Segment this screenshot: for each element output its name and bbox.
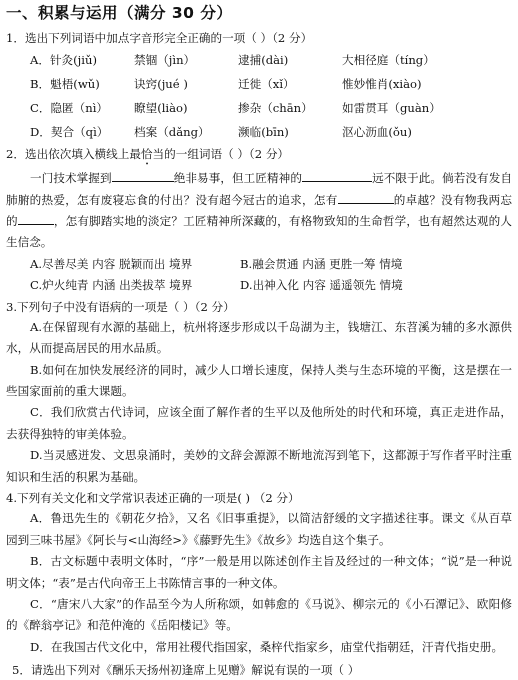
question-1-option-a bbox=[6, 48, 512, 72]
option-word: 如雷贯耳（guàn） bbox=[342, 101, 441, 116]
option-b: B.融会贯通 内涵 更胜一筹 情境 bbox=[240, 256, 403, 271]
option-text: 记》、欧阳修的《醉翁亭记》和范仲淹的《岳阳楼记》等。 bbox=[6, 596, 512, 633]
option-d: D.出神入化 内容 遥遥领先 情境 bbox=[240, 278, 403, 293]
passage-text: ，怎有脚踏实地的淡定？工匠精神所深藏的，有格物致知的生命哲 bbox=[53, 214, 395, 229]
question-5-stem: 5．请选出下列对《酬乐天扬州初逢席上见赠》解说有误的一项（ ） bbox=[12, 663, 360, 678]
fill-blank-4 bbox=[18, 212, 54, 225]
option-word: D．契合（qì） bbox=[30, 125, 109, 140]
option-text: 走进作品，去获得独特的审美体验。 bbox=[6, 405, 512, 441]
option-text: D.当灵感迸发、文思泉涌时，美妙的文辞会源源不断地流泻到笔下，这都源于写作 bbox=[30, 448, 454, 463]
option-text: B．古文标题中表明文体时，“序”一般是用以陈述创作主旨及经过的一种文体；“说” bbox=[30, 554, 465, 569]
question-4-option-a bbox=[6, 508, 512, 551]
question-1-option-c bbox=[6, 96, 512, 120]
option-word: 禁锢（jìn） bbox=[134, 53, 196, 68]
option-word: C．隐匿（nì） bbox=[30, 101, 109, 116]
question-3-option-c bbox=[6, 402, 512, 445]
question-2-passage bbox=[6, 168, 512, 254]
option-text: 者平时注重知识和生活的积累为基础。 bbox=[6, 448, 512, 484]
passage-text: 一门技术掌握到 bbox=[30, 171, 112, 186]
question-4-option-d bbox=[6, 637, 512, 658]
question-2 bbox=[6, 144, 512, 296]
question-3-option-d bbox=[6, 445, 512, 488]
option-word: 档案（dǎng） bbox=[134, 125, 210, 140]
option-text: A．鲁迅先生的《朝花夕拾》，又名《旧事重提》，以简洁舒缓的文字描述往事。课 bbox=[30, 511, 454, 526]
option-text: A.在保留现有水源的基础上，杭州将逐步形成以千岛湖为主，钱塘江、东苕溪为辅 bbox=[30, 319, 454, 334]
passage-text: 远不限于此。倘若没有发 bbox=[372, 171, 501, 186]
question-1 bbox=[6, 28, 512, 144]
option-word: 逮捕(dài) bbox=[238, 53, 289, 68]
option-word: 濒临(bīn) bbox=[238, 125, 289, 140]
question-3-option-a bbox=[6, 317, 512, 360]
passage-text: 学，也有超然达观的人生信念。 bbox=[6, 214, 512, 250]
stem-text: 当的一组词语（ ）（2 分） bbox=[152, 147, 290, 162]
question-2-options-row-2 bbox=[6, 275, 512, 296]
stem-text: 2．选出依次填入横线上最 bbox=[6, 147, 141, 162]
question-1-option-d bbox=[6, 120, 512, 144]
fill-blank-2 bbox=[302, 169, 372, 182]
option-word: 惟妙惟肖(xiào) bbox=[342, 77, 422, 92]
question-2-stem bbox=[6, 144, 512, 168]
option-text: B.如何在加快发展经济的同时，减少人口增长速度，保持人类与生态环境的平衡， bbox=[30, 362, 454, 377]
option-word: 瞭望(liào) bbox=[134, 101, 188, 116]
option-word: A．针灸(jiǔ) bbox=[30, 53, 97, 68]
passage-text: 绝非易事，但工匠精神的 bbox=[173, 171, 302, 186]
passage-text: 有物我两忘的 bbox=[6, 192, 512, 229]
option-word: 掺杂（chān） bbox=[238, 101, 313, 116]
option-text: 代指史册。 bbox=[445, 639, 504, 654]
fill-blank-3 bbox=[338, 191, 394, 204]
option-text: D．在我国古代文化中，常用社稷代指国家，桑梓代指家乡，庙堂代指朝廷，汗青 bbox=[30, 639, 446, 654]
question-4 bbox=[6, 488, 512, 658]
option-text: C．我们欣赏古代诗词，应该全面了解作者的生平以及他所处的时代和环境，真正 bbox=[30, 405, 454, 420]
option-word: 大相径庭（tíng） bbox=[342, 53, 435, 68]
option-text: 是一种说明文体；“表”是古代向帝王上书陈情言事的一种文体。 bbox=[6, 554, 512, 590]
option-text: 文《从百草园到三味书屋》《阿长与<山海经>》《藤野先生》《故乡》均选自这个集子。 bbox=[6, 511, 512, 547]
question-1-option-b bbox=[6, 72, 512, 96]
option-word: 诀窍(jué ) bbox=[134, 77, 188, 92]
fill-blank-1 bbox=[112, 169, 174, 182]
option-word: B．魁梧(wǔ) bbox=[30, 77, 100, 92]
option-text: 这是摆在一些国家面前的重大课题。 bbox=[6, 362, 512, 399]
option-c: C.炉火纯青 内涵 出类拔萃 境界 bbox=[30, 278, 193, 293]
question-4-option-b bbox=[6, 551, 512, 594]
option-word: 迁徙（xǐ） bbox=[238, 77, 295, 92]
option-a: A.尽善尽美 内容 脱颖而出 境界 bbox=[30, 256, 193, 271]
question-2-options-row-1 bbox=[6, 254, 512, 275]
section-title: 一、积累与运用（满分 30 分） bbox=[6, 4, 233, 22]
question-3-option-b bbox=[6, 360, 512, 403]
question-4-stem: 4.下列有关文化和文学常识表述正确的一项是( ) （2 分） bbox=[6, 491, 300, 506]
emphasis-char: 恰 bbox=[140, 147, 153, 162]
question-3 bbox=[6, 297, 512, 488]
question-1-stem: 1．选出下列词语中加点字音形完全正确的一项（ ）（2 分） bbox=[6, 31, 313, 45]
question-3-stem: 3.下列句子中没有语病的一项是（ ）（2 分） bbox=[6, 299, 235, 314]
option-text: C．“唐宋八大家”的作品至今为人所称颂，如韩愈的《马说》、柳宗元的《小石潭 bbox=[30, 596, 448, 611]
option-word: 沤心沥血(ǒu) bbox=[342, 125, 412, 140]
question-4-option-c bbox=[6, 594, 512, 637]
passage-text: 的卓越？没 bbox=[393, 192, 453, 207]
option-text: 的多水源供水，从而提高居民的用水品质。 bbox=[6, 319, 512, 356]
passage-text: 自肺腑的热爱，怎有废寝忘食的付出？没有超今冠古的追求，怎有 bbox=[6, 171, 512, 207]
